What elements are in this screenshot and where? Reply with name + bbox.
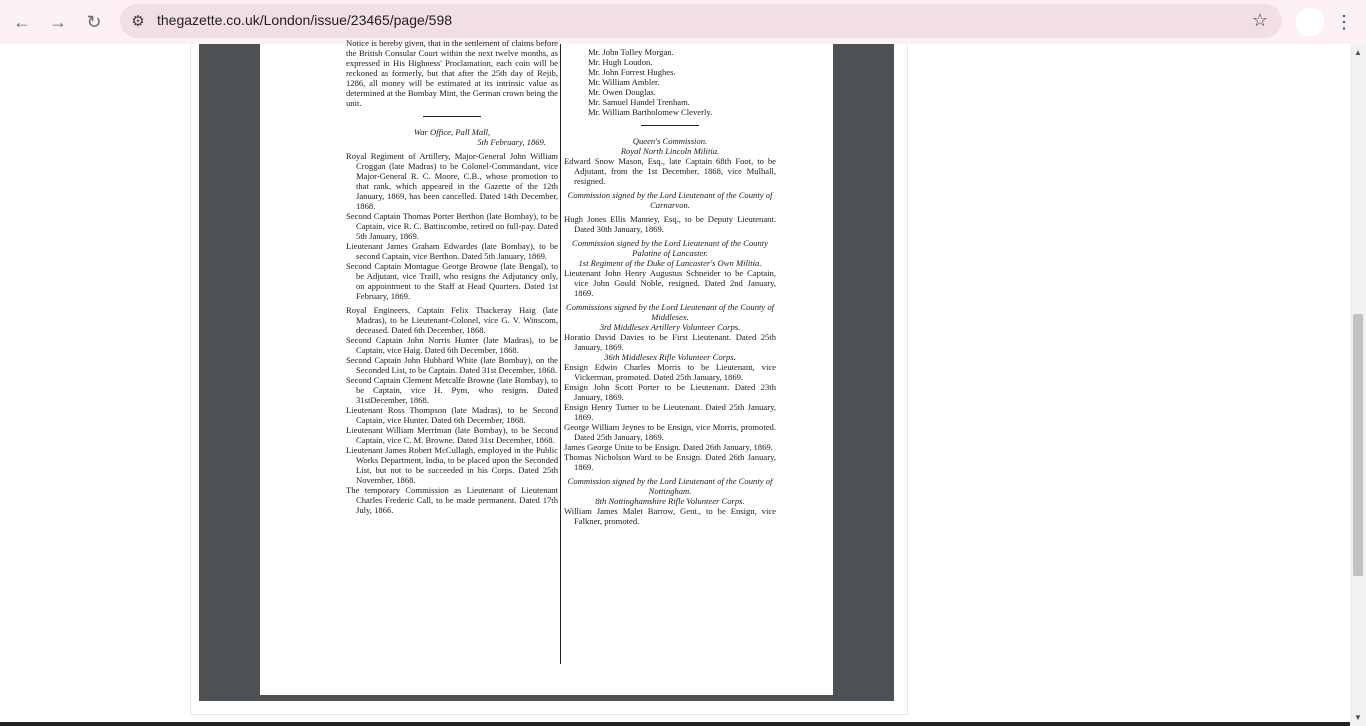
column-divider (560, 44, 561, 664)
gazette-entry: Lieutenant John Henry Augustus Schneider to be Captain, vice John Gould Noble, resigned. Dated 2nd January, 1869. (564, 268, 776, 298)
gazette-entry: Lieutenant James Robert McCullagh, employed in the Public Works Department, India, to be placed upon the Seconded List, but not to be succeeded in his Corps. Dated 25th November, 1868. (346, 445, 558, 485)
office-date: 5th February, 1869. (477, 137, 546, 147)
tune-icon[interactable]: ⚙ (131, 13, 145, 30)
office-heading: War Office, Pall Mall, (413, 127, 491, 137)
section-heading: 1st Regiment of the Duke of Lancaster's Own Militia. (578, 258, 762, 268)
gazette-entry: The temporary Commission as Lieutenant of Lieutenant Charles Frederic Call, to be made permanent. Dated 17th July, 1866. (346, 485, 558, 515)
gazette-entry: George William Jeynes to be Ensign, vice Morris, promoted. Dated 25th January, 1869. (564, 422, 776, 442)
gazette-entry: Royal Regiment of Artillery, Major-General John William Croggan (late Madras) to be Colonel-Commandant, vice Major-General R. C. Moore, C.B., whose promotion to that rank, which appeared in the Gazette of the 12th January, 1869, has been cancelled. Dated 14th December, 1868. (346, 151, 558, 211)
gazette-page-image (260, 38, 833, 695)
gazette-entry: James George Unite to be Ensign. Dated 26th January, 1869. (564, 442, 773, 452)
scroll-down-icon[interactable]: ▼ (1354, 713, 1362, 722)
arrow-left-icon: ← (13, 11, 31, 32)
section-heading: Commissions signed by the Lord Lieutenant of the County of Middlesex. (565, 302, 775, 322)
gazette-entry: Lieutenant Ross Thompson (late Madras), to be Second Captain, vice Hunter. Dated 6th December, 1868. (346, 405, 558, 425)
section-rule (423, 116, 481, 117)
name-line: Mr. John Forrest Hughes. (588, 67, 676, 77)
name-line: Mr. John Tolley Morgan. (588, 47, 674, 57)
name-line: Mr. Hugh Loudon. (588, 57, 653, 67)
name-line: Mr. William Ambler. (588, 77, 660, 87)
browser-toolbar (0, 0, 1366, 44)
scrollbar-thumb[interactable] (1353, 314, 1363, 576)
gazette-entry: Edward Snow Mason, Esq., late Captain 68th Foot, to be Adjutant, from the 1st December, 1868, vice Mulhall, resigned. (564, 156, 776, 186)
notice-paragraph: Notice is hereby given, that in the settlement of claims before the British Consular Court within the next twelve months, as expressed in His Highness' Proclamation, each coin will be reckoned as formerly, but that after the 25th day of Rejib, 1286, all money will be estimated at its intrinsic value as determined at the Bombay Mint, the German crown being the unit. (346, 38, 558, 108)
name-line: Mr. Owen Douglas. (588, 87, 656, 97)
gazette-entry: Second Captain John Norris Hunter (late Madras), to be Captain, vice Haig. Dated 6th December, 1868. (346, 335, 558, 355)
star-icon[interactable]: ☆ (1251, 10, 1268, 30)
url-text[interactable]: thegazette.co.uk/London/issue/23465/page/598 (157, 12, 453, 28)
section-heading: 36th Middlesex Rifle Volunteer Corps. (604, 352, 736, 362)
gazette-entry: Second Captain Thomas Porter Berthon (late Bombay), to be Captain, vice R. C. Battiscombe, retired on full-pay. Dated 5th January, 1869. (346, 211, 558, 241)
section-heading: Commission signed by the Lord Lieutenant of the County of Carnarvon. (567, 190, 773, 210)
scroll-up-icon[interactable]: ▲ (1354, 48, 1362, 57)
gazette-entry: Royal Engineers, Captain Felix Thackeray Haig (late Madras), to be Lieutenant-Colonel, vice G. V. Winscom, deceased. Dated 6th December, 1868. (346, 305, 558, 335)
gazette-entry: Ensign Henry Turner to be Lieutenant. Dated 25th January, 1869. (564, 402, 776, 422)
gazette-entry: Hugh Jones Ellis Manney, Esq., to be Deputy Lieutenant. Dated 30th January, 1869. (564, 214, 776, 234)
section-heading: Commission signed by the Lord Lieutenant of the County of Nottingham. (567, 476, 773, 496)
gazette-entry: Lieutenant James Graham Edwardes (late Bombay), to be second Captain, vice Berthon. Dated 5th January, 1869. (346, 241, 558, 261)
gazette-entry: Ensign John Scott Porter to be Lieutenant. Dated 23th January, 1869. (564, 382, 776, 402)
left-column (346, 38, 558, 515)
section-heading: Royal North Lincoln Militia. (620, 146, 720, 156)
gazette-entry: Second Captain Montague George Browne (late Bengal), to be Adjutant, vice Traill, who resigns the Adjutancy only, on appointment to the Staff at Head Quarters. Dated 1st February, 1869. (346, 261, 558, 301)
address-bar[interactable] (120, 4, 1282, 38)
kebab-menu-icon[interactable]: ⋮ (1335, 12, 1353, 32)
right-column (564, 47, 776, 526)
vertical-scrollbar[interactable] (1350, 44, 1366, 726)
profile-avatar[interactable] (1296, 8, 1324, 36)
gazette-entry: Ensign Edwin Charles Morris to be Lieutenant, vice Vickerman, promoted. Dated 25th January, 1869. (564, 362, 776, 382)
name-line: Mr. Samuel Handel Trenham. (588, 97, 690, 107)
gazette-entry: William James Malet Barrow, Gent., to be Ensign, vice Falkner, promoted. (564, 506, 776, 526)
section-rule (641, 125, 699, 126)
gazette-entry: Horatio David Davies to be First Lieutenant. Dated 25th January, 1869. (564, 332, 776, 352)
gazette-entry: Second Captain Clement Metcalfe Browne (late Bombay), to be Captain, vice H. Pym, who resigns. Dated 31stDecember, 1868. (346, 375, 558, 405)
section-heading: Commission signed by the Lord Lieutenant of the County Palatine of Lancaster. (572, 238, 768, 258)
gazette-entry: Lieutenant William Merriman (late Bombay), to be Second Captain, vice C. M. Browne. Dated 31st December, 1868. (346, 425, 558, 445)
forward-button[interactable] (45, 9, 71, 35)
arrow-right-icon: → (49, 11, 67, 32)
reload-icon: ↻ (86, 11, 102, 32)
section-heading: Queen's Commission. (632, 136, 708, 146)
page-viewport (0, 38, 1350, 726)
gazette-entry: Thomas Nicholson Ward to be Ensign. Dated 26th January, 1869. (564, 452, 776, 472)
gazette-entry: Second Captain John Hubbard White (late Bombay), on the Seconded List, to be Captain. Dated 31st December, 1868. (346, 355, 558, 375)
reload-button[interactable] (81, 9, 107, 35)
section-heading: 8th Nottinghamshire Rifle Volunteer Corps. (595, 496, 745, 506)
name-line: Mr. William Bartholomew Cleverly. (588, 107, 713, 117)
back-button[interactable] (9, 9, 35, 35)
section-heading: 3rd Middlesex Artillery Volunteer Corps. (599, 322, 741, 332)
taskbar-edge (0, 722, 1350, 726)
